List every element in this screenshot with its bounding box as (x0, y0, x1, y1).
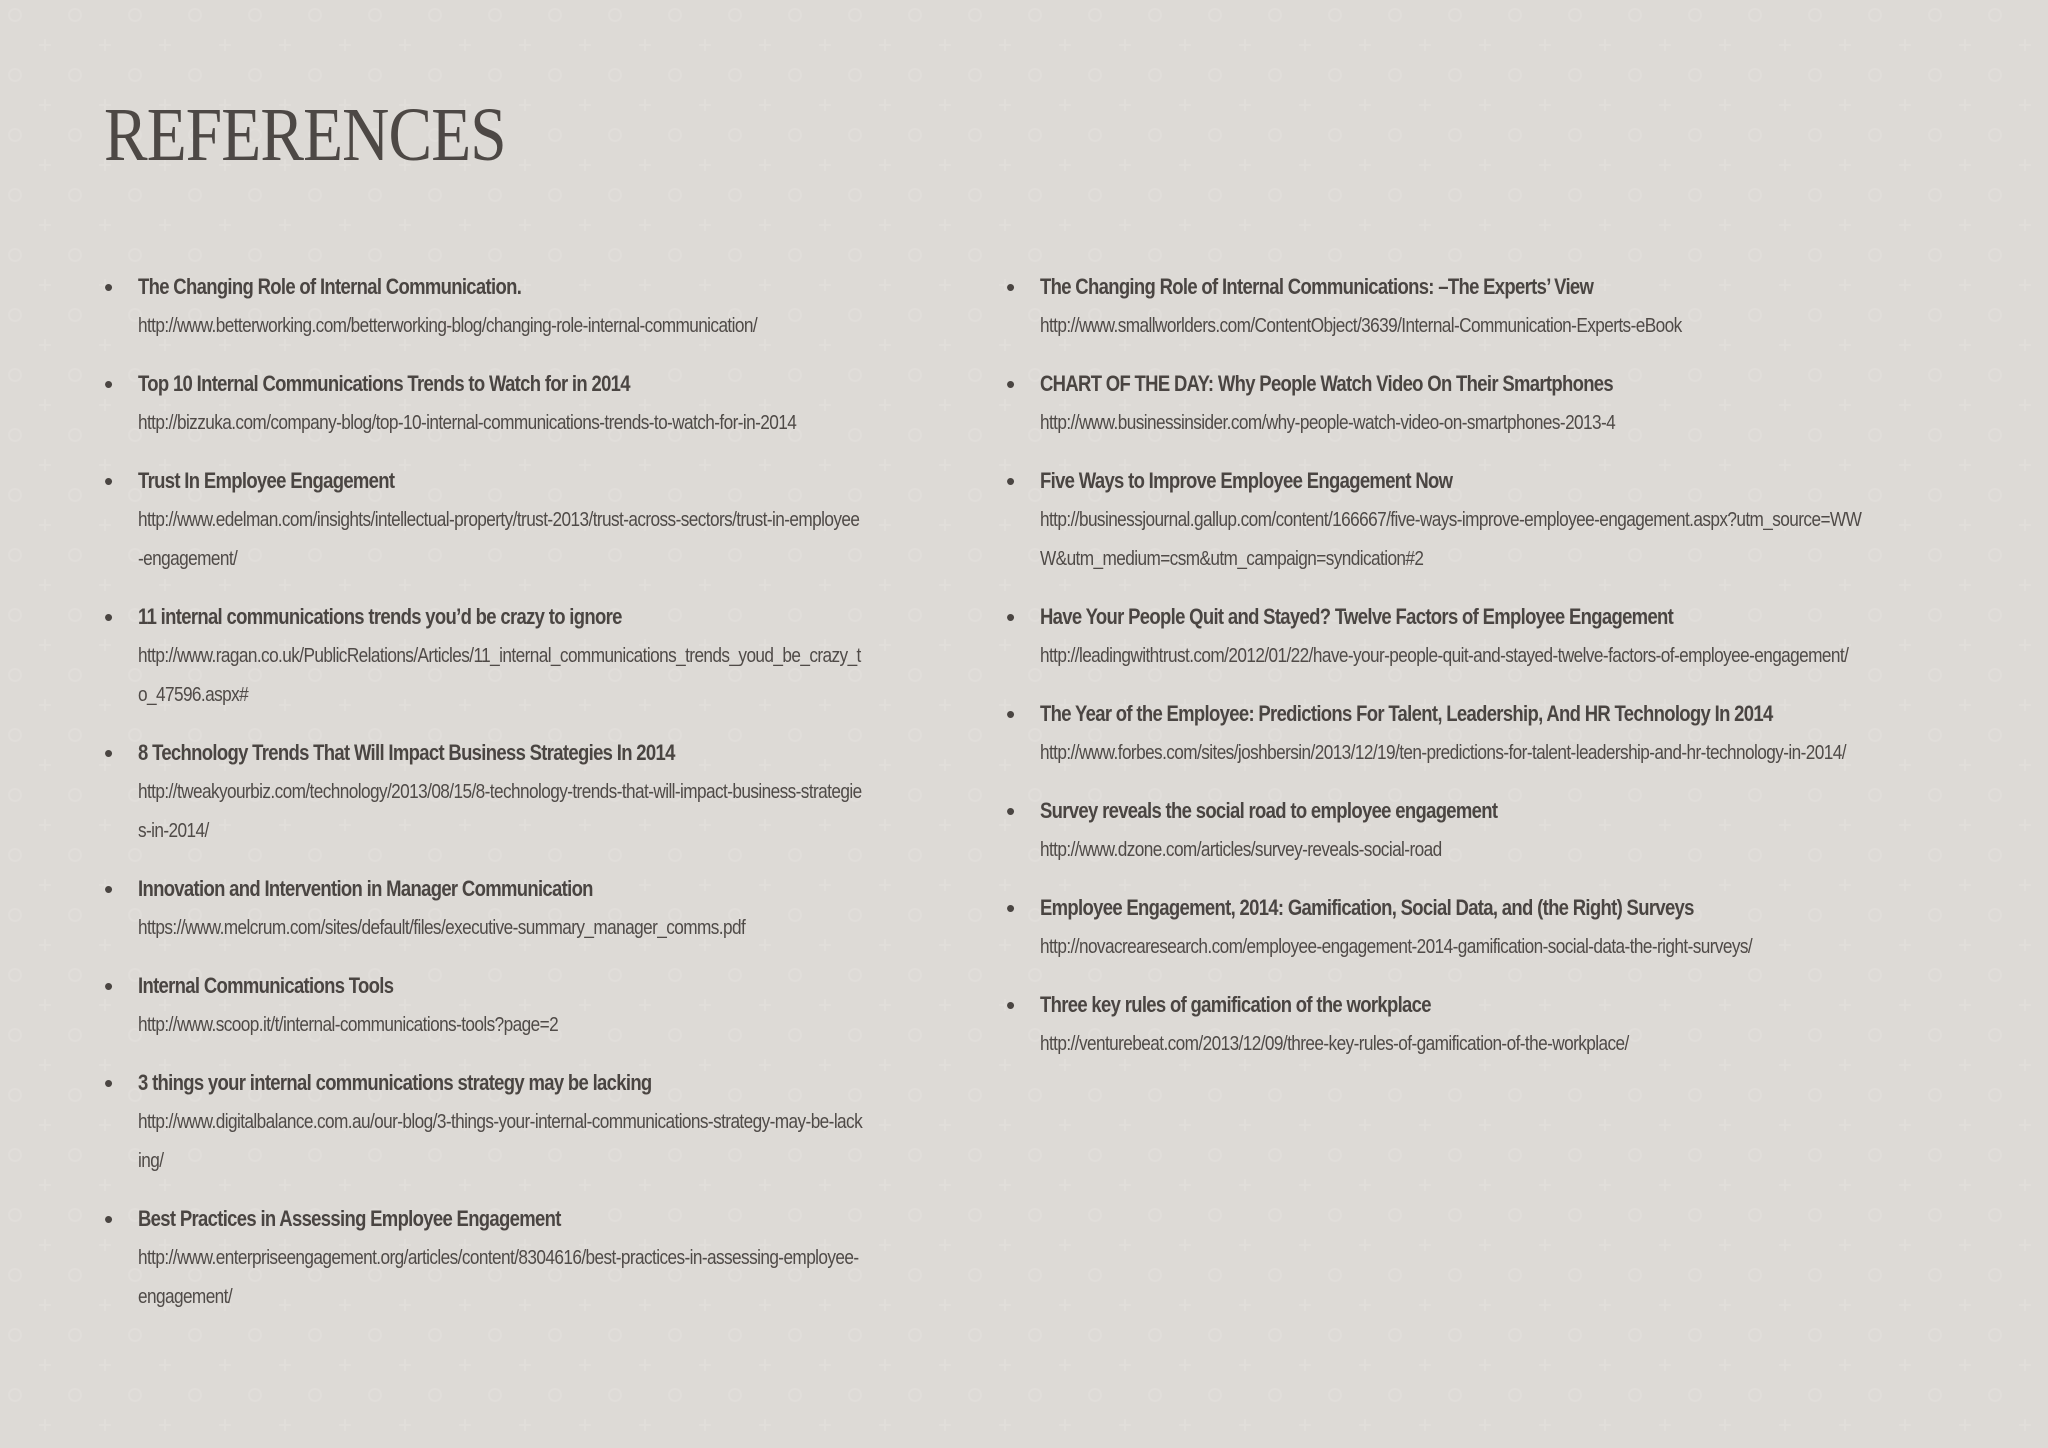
reference-title: Internal Communications Tools (138, 973, 394, 998)
reference-title: Innovation and Intervention in Manager Communication (138, 876, 593, 901)
reference-url-link[interactable]: http://www.forbes.com/sites/joshbersin/2013/12/19/ten-predictions-for-talent-leadership-and-hr-technology-in-2014/ (1040, 741, 1846, 764)
reference-item (1006, 792, 1906, 869)
reference-title: The Year of the Employee: Predictions For Talent, Leadership, And HR Technology In 2014 (1040, 701, 1773, 726)
reference-url-link[interactable]: http://www.betterworking.com/betterworking-blog/changing-role-internal-communication/ (138, 314, 758, 337)
bullet-icon: • (1006, 602, 1016, 632)
reference-item (1006, 889, 1906, 966)
bullet-icon: • (1006, 796, 1016, 826)
bullet-icon: • (104, 272, 114, 302)
reference-url-link[interactable]: http://bizzuka.com/company-blog/top-10-internal-communications-trends-to-watch-for-in-2014 (138, 411, 797, 434)
reference-title: Trust In Employee Engagement (138, 468, 395, 493)
reference-item (104, 598, 964, 714)
reference-title: Best Practices in Assessing Employee Engagement (138, 1206, 561, 1231)
reference-title: The Changing Role of Internal Communication. (138, 274, 522, 299)
reference-item (104, 1200, 964, 1316)
reference-item (1006, 365, 1906, 442)
reference-url-link[interactable]: http://www.edelman.com/insights/intellectual-property/trust-2013/trust-across-sectors/trust-in-employee-engagement/ (138, 508, 860, 570)
reference-title: 11 internal communications trends you’d be crazy to ignore (138, 604, 622, 629)
bullet-icon: • (104, 971, 114, 1001)
reference-title: Employee Engagement, 2014: Gamification, Social Data, and (the Right) Surveys (1040, 895, 1694, 920)
reference-item (104, 365, 964, 442)
reference-title: Survey reveals the social road to employee engagement (1040, 798, 1498, 823)
reference-url-link[interactable]: http://www.dzone.com/articles/survey-reveals-social-road (1040, 838, 1442, 861)
references-list-right (1006, 268, 1906, 1083)
bullet-icon: • (1006, 893, 1016, 923)
reference-title: The Changing Role of Internal Communications: –The Experts’ View (1040, 274, 1594, 299)
reference-title: Top 10 Internal Communications Trends to Watch for in 2014 (138, 371, 630, 396)
bullet-icon: • (104, 1068, 114, 1098)
reference-item (1006, 598, 1906, 675)
reference-item (104, 870, 964, 947)
reference-title: Three key rules of gamification of the workplace (1040, 992, 1431, 1017)
reference-item (104, 1064, 964, 1180)
reference-title: Have Your People Quit and Stayed? Twelve Factors of Employee Engagement (1040, 604, 1674, 629)
references-list-left (104, 268, 964, 1336)
bullet-icon: • (104, 738, 114, 768)
reference-item (104, 967, 964, 1044)
bullet-icon: • (1006, 369, 1016, 399)
reference-title: Five Ways to Improve Employee Engagement Now (1040, 468, 1453, 493)
reference-item (104, 734, 964, 850)
reference-url-link[interactable]: http://www.enterpriseengagement.org/articles/content/8304616/best-practices-in-assessing-employee-engagement/ (138, 1246, 859, 1308)
reference-url-link[interactable]: http://leadingwithtrust.com/2012/01/22/have-your-people-quit-and-stayed-twelve-factors-of-employee-engagement/ (1040, 644, 1849, 667)
reference-url-link[interactable]: http://www.ragan.co.uk/PublicRelations/Articles/11_internal_communications_trends_youd_be_crazy_to_47596.aspx# (138, 644, 861, 706)
bullet-icon: • (104, 1204, 114, 1234)
bullet-icon: • (1006, 272, 1016, 302)
reference-url-link[interactable]: http://www.digitalbalance.com.au/our-blog/3-things-your-internal-communications-strategy-may-be-lacking/ (138, 1110, 863, 1172)
bullet-icon: • (104, 466, 114, 496)
reference-title: 3 things your internal communications strategy may be lacking (138, 1070, 652, 1095)
reference-url-link[interactable]: http://www.businessinsider.com/why-people-watch-video-on-smartphones-2013-4 (1040, 411, 1616, 434)
reference-item (1006, 462, 1906, 578)
page-title: REFERENCES (104, 93, 506, 177)
reference-url-link[interactable]: http://businessjournal.gallup.com/content/166667/five-ways-improve-employee-engagement.aspx?utm_source=WWW&utm_medium=csm&utm_campaign=syndication#2 (1040, 508, 1862, 570)
bullet-icon: • (1006, 990, 1016, 1020)
bullet-icon: • (1006, 466, 1016, 496)
reference-url-link[interactable]: http://venturebeat.com/2013/12/09/three-key-rules-of-gamification-of-the-workplace/ (1040, 1032, 1629, 1055)
bullet-icon: • (104, 369, 114, 399)
reference-url-link[interactable]: http://www.smallworlders.com/ContentObject/3639/Internal-Communication-Experts-eBook (1040, 314, 1682, 337)
reference-title: CHART OF THE DAY: Why People Watch Video On Their Smartphones (1040, 371, 1614, 396)
reference-item (1006, 695, 1906, 772)
reference-title: 8 Technology Trends That Will Impact Business Strategies In 2014 (138, 740, 675, 765)
reference-url-link[interactable]: https://www.melcrum.com/sites/default/files/executive-summary_manager_comms.pdf (138, 916, 746, 939)
reference-url-link[interactable]: http://tweakyourbiz.com/technology/2013/08/15/8-technology-trends-that-will-impact-business-strategies-in-2014/ (138, 780, 862, 842)
reference-item (104, 462, 964, 578)
reference-url-link[interactable]: http://www.scoop.it/t/internal-communications-tools?page=2 (138, 1013, 559, 1036)
reference-url-link[interactable]: http://novacrearesearch.com/employee-engagement-2014-gamification-social-data-the-right-surveys/ (1040, 935, 1753, 958)
reference-item (1006, 268, 1906, 345)
bullet-icon: • (104, 602, 114, 632)
reference-item (104, 268, 964, 345)
reference-item (1006, 986, 1906, 1063)
bullet-icon: • (104, 874, 114, 904)
bullet-icon: • (1006, 699, 1016, 729)
